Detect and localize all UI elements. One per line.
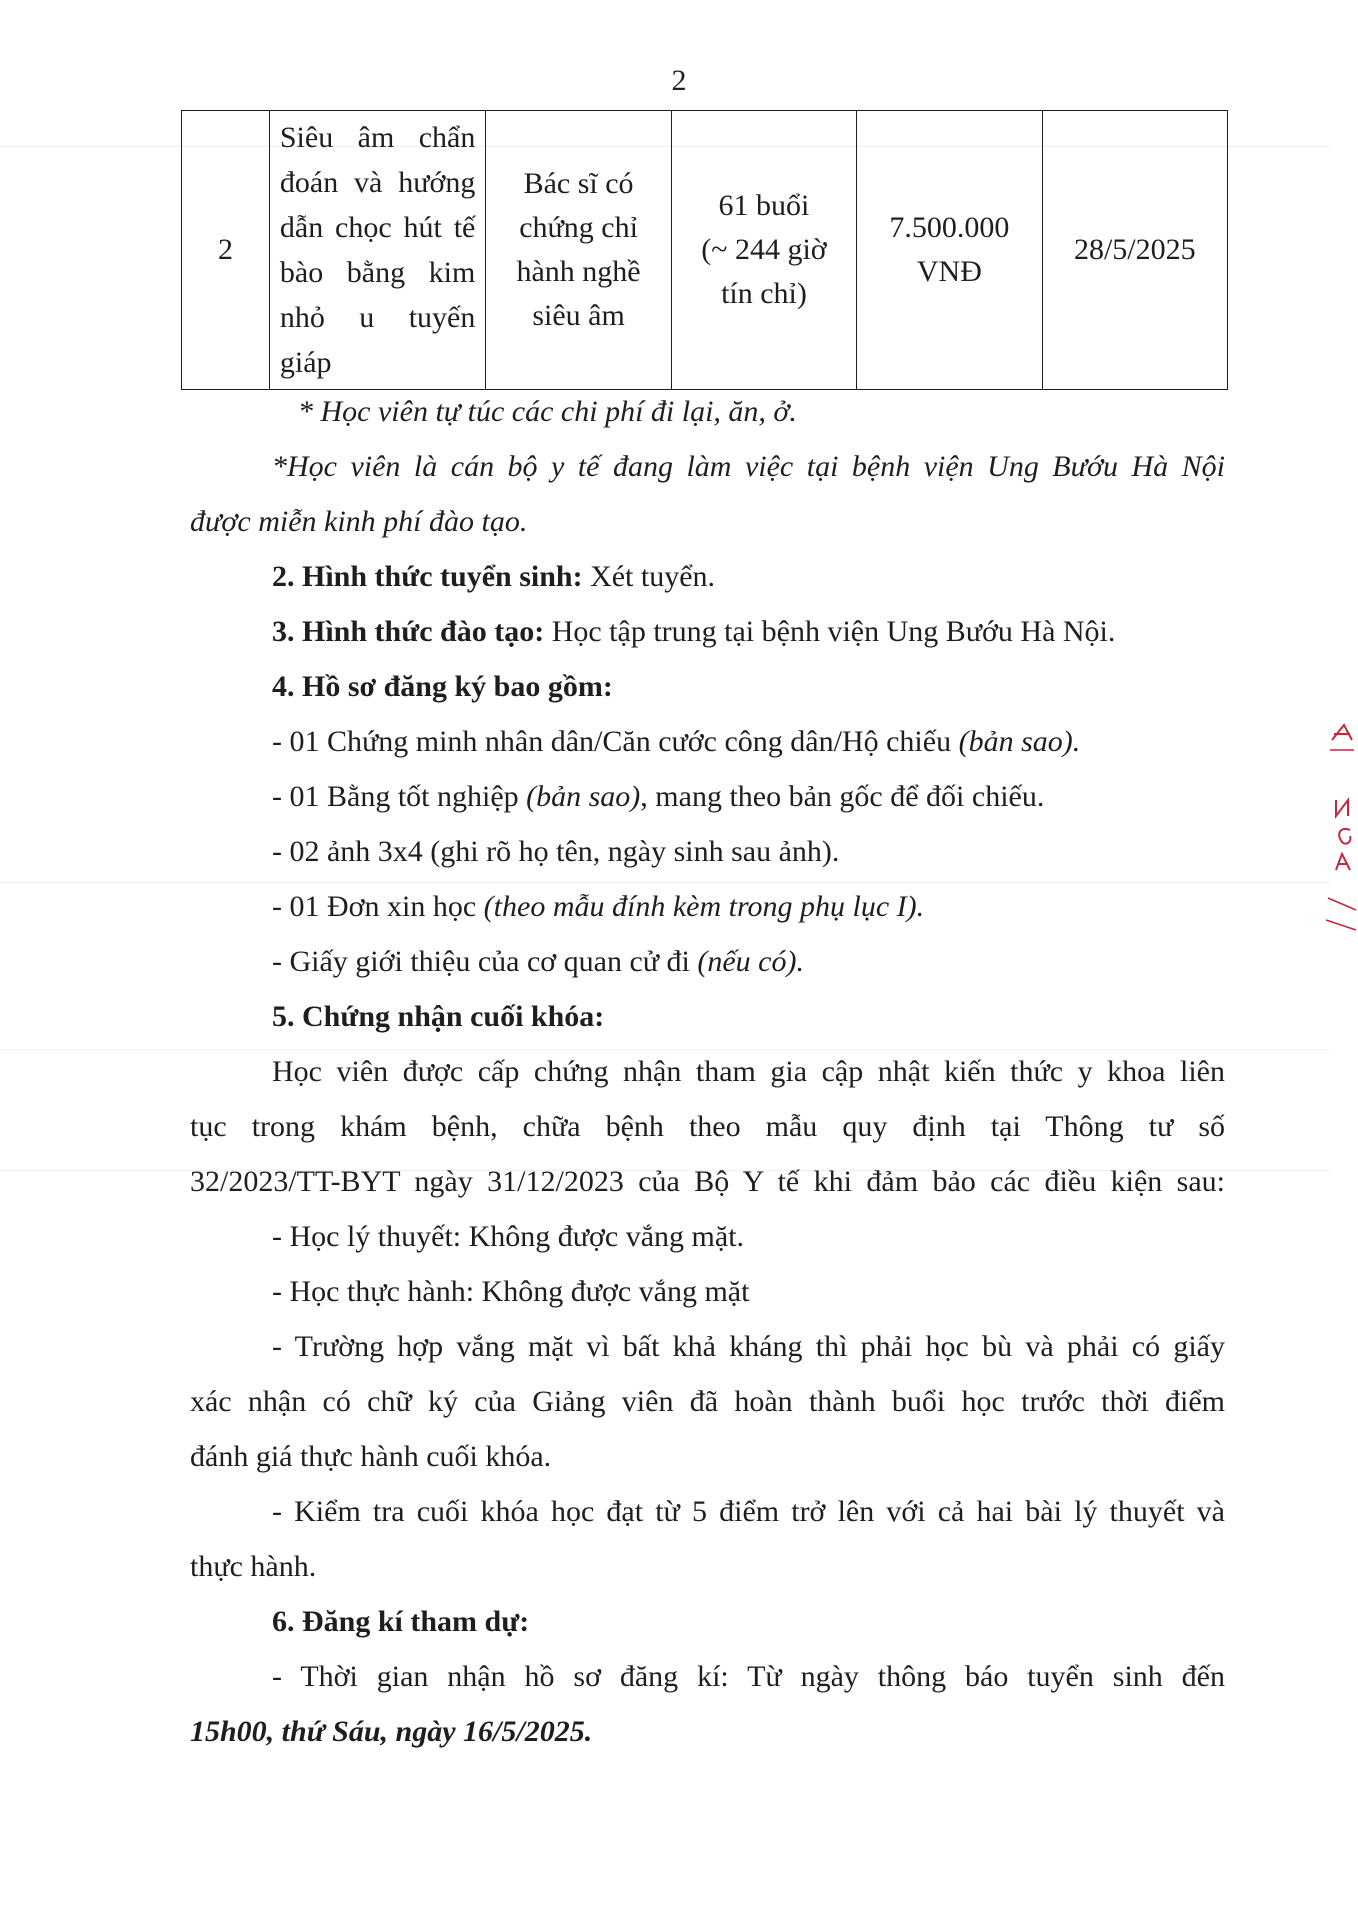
section-2-text: Xét tuyển. bbox=[582, 560, 716, 593]
section-5-condition-1: - Học lý thuyết: Không được vắng mặt. bbox=[272, 1220, 745, 1253]
section-5-para-line-2: tục trong khám bệnh, chữa bệnh theo mẫu quy định tại Thông tư số bbox=[190, 1110, 1225, 1143]
section-4-item-1: - 01 Chứng minh nhân dân/Căn cước công dân/Hộ chiếu (bản sao). bbox=[272, 725, 1081, 758]
section-2-heading: 2. Hình thức tuyển sinh: bbox=[272, 560, 583, 593]
section-4-item-2: - 01 Bằng tốt nghiệp (bản sao), mang theo bản gốc để đối chiếu. bbox=[272, 780, 1045, 813]
section-6-heading: 6. Đăng kí tham dự: bbox=[272, 1605, 530, 1638]
section-6-line-2: 15h00, thứ Sáu, ngày 16/5/2025. bbox=[190, 1715, 593, 1748]
note-1: * Học viên tự túc các chi phí đi lại, ăn, ở. bbox=[298, 395, 797, 428]
section-3-heading: 3. Hình thức đào tạo: bbox=[272, 615, 545, 648]
document-body bbox=[190, 384, 1225, 1759]
stt-cell: 2 bbox=[182, 111, 270, 390]
note-2-line-1: *Học viên là cán bộ y tế đang làm việc tại bệnh viện Ung Bướu Hà Nội bbox=[272, 450, 1225, 483]
page-number: 2 bbox=[671, 64, 687, 97]
fee-cell: 7.500.000 VNĐ bbox=[857, 111, 1042, 390]
note-2-line-2: được miễn kinh phí đào tạo. bbox=[190, 505, 528, 538]
section-4-item-4: - 01 Đơn xin học (theo mẫu đính kèm trong phụ lục I). bbox=[272, 890, 925, 923]
section-3-text: Học tập trung tại bệnh viện Ung Bướu Hà Nội. bbox=[544, 615, 1116, 648]
target-cell: Bác sĩ có chứng chỉ hành nghề siêu âm bbox=[486, 111, 671, 390]
section-5-condition-4-line-1: - Kiểm tra cuối khóa học đạt từ 5 điểm trở lên với cả hai bài lý thuyết và bbox=[272, 1495, 1225, 1528]
section-5-condition-4-line-2: thực hành. bbox=[190, 1550, 317, 1583]
section-5-para-line-3: 32/2023/TT-BYT ngày 31/12/2023 của Bộ Y tế khi đảm bảo các điều kiện sau: bbox=[190, 1165, 1225, 1198]
section-4-item-3: - 02 ảnh 3x4 (ghi rõ họ tên, ngày sinh sau ảnh). bbox=[272, 835, 840, 868]
table-row bbox=[182, 111, 1228, 390]
section-6-line-1: - Thời gian nhận hồ sơ đăng kí: Từ ngày thông báo tuyển sinh đến bbox=[272, 1660, 1225, 1693]
margin-stamp-fragment bbox=[1322, 720, 1358, 940]
section-5-condition-2: - Học thực hành: Không được vắng mặt bbox=[272, 1275, 750, 1308]
duration-cell: 61 buổi (~ 244 giờ tín chỉ) bbox=[671, 111, 856, 390]
section-5-heading: 5. Chứng nhận cuối khóa: bbox=[272, 1000, 605, 1033]
start-date-cell: 28/5/2025 bbox=[1042, 111, 1227, 390]
section-4-item-5: - Giấy giới thiệu của cơ quan cử đi (nếu có). bbox=[272, 945, 804, 978]
section-2 bbox=[190, 549, 1225, 604]
section-3 bbox=[190, 604, 1225, 659]
section-4-heading: 4. Hồ sơ đăng ký bao gồm: bbox=[272, 670, 613, 703]
section-5-condition-3-line-1: - Trường hợp vắng mặt vì bất khả kháng thì phải học bù và phải có giấy bbox=[272, 1330, 1225, 1363]
section-5-condition-3-line-2: xác nhận có chữ ký của Giảng viên đã hoàn thành buổi học trước thời điểm bbox=[190, 1385, 1225, 1418]
course-table bbox=[181, 110, 1228, 390]
course-name-cell: Siêu âm chẩn đoán và hướng dẫn chọc hút tế bào bằng kim nhỏ u tuyến giáp bbox=[269, 111, 485, 390]
section-5-condition-3-line-3: đánh giá thực hành cuối khóa. bbox=[190, 1440, 552, 1473]
section-5-para-line-1: Học viên được cấp chứng nhận tham gia cập nhật kiến thức y khoa liên bbox=[272, 1055, 1225, 1088]
